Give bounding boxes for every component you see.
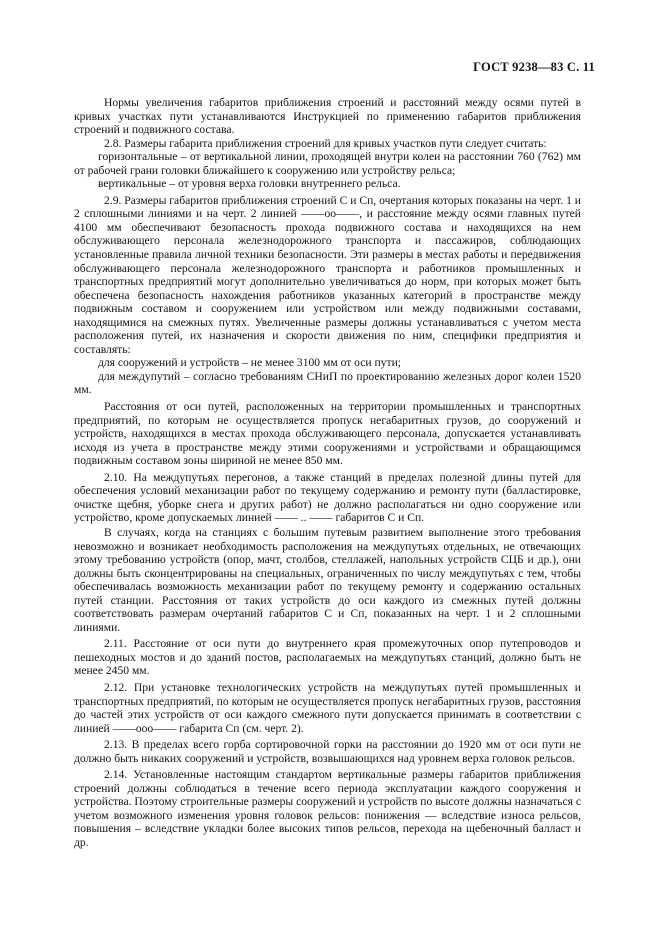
page-header: ГОСТ 9238—83 С. 11 [473, 60, 595, 74]
paragraph: Нормы увеличения габаритов приближения строений и расстояний между осями путей в кривых участках пути устанавливаются Инструкцией по применению габаритов приближения строений и подвижного состава. [74, 96, 581, 137]
paragraph: вертикальные – от уровня верха головки внутреннего рельса. [98, 177, 401, 191]
paragraph: 2.10. На междупутьях перегонов, а также станций в пределах полезной длины путей для обеспечения условий механизации работ по текущему содержанию и ремонту пути (балластировке, очистке щебня, уборке снега и других работ) не должно располагаться ни одно сооружение или устройство, кроме допускаемых линией —— .. —— габаритов С и Сп. [74, 470, 581, 525]
paragraph: 2.11. Расстояние от оси пути до внутреннего края промежуточных опор путепроводов и пешеходных мостов и до зданий постов, располагаемых на междупутьях станций, должно быть не менее 2450 мм. [74, 637, 581, 678]
paragraph: 2.13. В пределах всего горба сортировочной горки на расстоянии до 1920 мм от оси пути не должно быть никаких сооружений и устройств, возвышающихся над уровнем верха головок рельсов. [74, 738, 581, 765]
paragraph: горизонтальные – от вертикальной линии, проходящей внутри колеи на расстоянии 760 (762) мм от рабочей грани головки ближайшего к сооружению или устройству рельса; [74, 150, 581, 177]
paragraph: В случаях, когда на станциях с большим путевым развитием выполнение этого требования невозможно и возникает необходимость расположения на междупутьях отдельных, не отвечающих этому требованию устройств (опор, мачт, столбов, стеллажей, напольных устройств СЦБ и др.), они должны быть сконцентрированы на специальных, ограниченных по числу междупутьях с тем, чтобы обеспечивалась возможность механизации работ по текущему ремонту и содержанию остальных путей станции. Расстояния от таких устройств до оси каждого из смежных путей должны соответствовать размерам очертаний габаритов С и Сп, показанных на черт. 1 и 2 сплошными линиями. [74, 525, 581, 634]
document-body [74, 96, 581, 850]
paragraph: Расстояния от оси путей, расположенных на территории промышленных и транспортных предприятий, по которым не осуществляется пропуск негабаритных грузов, до сооружений и устройств, находящихся в местах прохода обслуживающего персонала, допускается устанавливать исходя из учета в пространстве между этими сооружениями и устройствами и обращающимся подвижным составом зоны шириной не менее 850 мм. [74, 400, 581, 468]
paragraph: 2.14. Установленные настоящим стандартом вертикальные размеры габаритов приближения строений должны соблюдаться в течение всего периода эксплуатации каждого сооружения и устройства. Поэтому строительные размеры сооружений и устройств по высоте должны назначаться с учетом возможного изменения уровня головок рельсов: понижения — вследствие износа рельсов, повышения – вследствие укладки более высоких типов рельсов, перехода на щебеночный балласт и др. [74, 768, 581, 849]
paragraph: для сооружений и устройств – не менее 3100 мм от оси пути; [98, 356, 402, 370]
paragraph: 2.8. Размеры габарита приближения строений для кривых участков пути следует считать: [104, 136, 547, 150]
paragraph: 2.9. Размеры габаритов приближения строений С и Сп, очертания которых показаны на черт. 1 и 2 сплошными линиями и на черт. 2 линией ——оо——, и расстояние между осями главных путей 4100 мм обеспечивают безопасность прохода подвижного состава и находящихся на нем обслуживающего персонала железнодорожного транспорта и пассажиров, соблюдающих установленные правила личной техники безопасности. Эти размеры в местах работы и передвижения обслуживающего персонала железнодорожного транспорта и работников промышленных и транспортных предприятий могут дополнительно увеличиваться до норм, при которых может быть обеспечена безопасность нахождения работников указанных категорий в пространстве между подвижным составом и сооружением или устройством или между подвижными составами, находящимися на смежных путях. Увеличенные размеры должны устанавливаться с учетом места расположения путей, их назначения и скорости движения по ним, специфики предприятия и составлять: [74, 193, 581, 356]
paragraph: 2.12. При установке технологических устройств на междупутьях путей промышленных и транспортных предприятий, по которым не осуществляется пропуск негабаритных грузов, расстояния до частей этих устройств от оси каждого смежного пути допускается принимать в соответствии с линией ——ооо—— габарита Сп (см. черт. 2). [74, 680, 581, 735]
paragraph: для междупутий – согласно требованиям СНиП по проектированию железных дорог колеи 1520 мм. [74, 369, 581, 397]
